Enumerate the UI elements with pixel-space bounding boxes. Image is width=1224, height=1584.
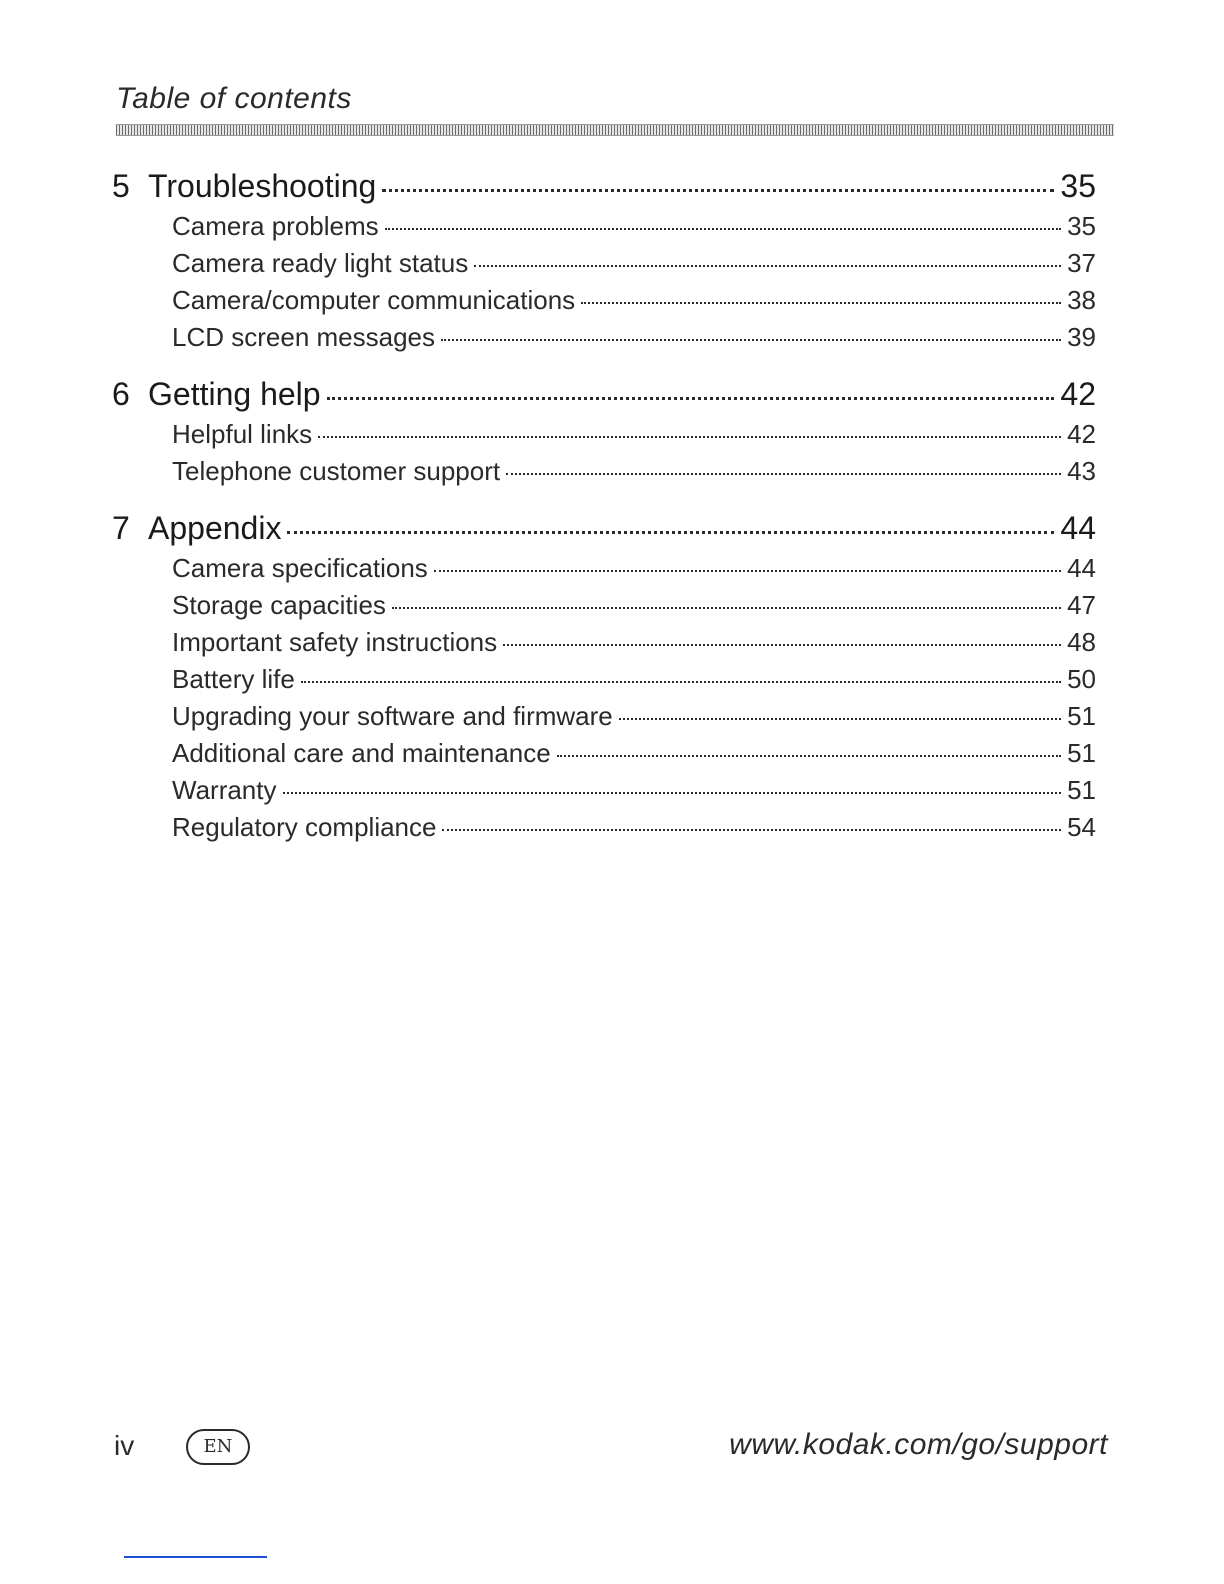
- dot-leader: [619, 718, 1061, 720]
- entry-page-number: 39: [1067, 322, 1096, 352]
- entry-title: Storage capacities: [172, 590, 386, 620]
- dot-leader: [557, 755, 1061, 757]
- entry-page-number: 35: [1067, 211, 1096, 241]
- entry-title: Telephone customer support: [172, 456, 501, 486]
- toc-entry[interactable]: [112, 661, 1096, 698]
- dot-leader: [283, 792, 1062, 794]
- toc-entry[interactable]: [112, 772, 1096, 809]
- table-of-contents: [112, 164, 1096, 862]
- toc-entry[interactable]: [112, 453, 1096, 490]
- dot-leader: [434, 570, 1061, 572]
- toc-entry[interactable]: [112, 587, 1096, 624]
- entry-page-number: 51: [1067, 701, 1096, 731]
- toc-chapter-row[interactable]: [112, 506, 1096, 550]
- page-title: Table of contents: [116, 82, 352, 115]
- entry-title: Upgrading your software and firmware: [172, 701, 613, 731]
- chapter-number: 6: [112, 376, 130, 412]
- entry-page-number: 43: [1067, 456, 1096, 486]
- dot-leader: [581, 302, 1061, 304]
- toc-chapter-row[interactable]: [112, 164, 1096, 208]
- dot-leader: [385, 228, 1061, 230]
- bottom-divider: [124, 1556, 267, 1558]
- dot-leader: [442, 829, 1061, 831]
- entry-title: Important safety instructions: [172, 627, 498, 657]
- entry-page-number: 47: [1067, 590, 1096, 620]
- chapter-title: Troubleshooting: [148, 168, 377, 204]
- toc-entry[interactable]: [112, 208, 1096, 245]
- toc-entry[interactable]: [112, 809, 1096, 846]
- chapter-number: 5: [112, 168, 130, 204]
- toc-entry[interactable]: [112, 416, 1096, 453]
- entry-page-number: 42: [1067, 419, 1096, 449]
- entry-page-number: 44: [1067, 553, 1096, 583]
- chapter-title: Appendix: [148, 510, 282, 546]
- toc-entry[interactable]: [112, 245, 1096, 282]
- toc-entry[interactable]: [112, 319, 1096, 356]
- chapter-number: 7: [112, 510, 130, 546]
- header-rule: [116, 124, 1114, 136]
- toc-entry[interactable]: [112, 550, 1096, 587]
- toc-entry[interactable]: [112, 624, 1096, 661]
- entry-page-number: 38: [1067, 285, 1096, 315]
- language-badge: EN: [186, 1429, 250, 1465]
- dot-leader: [301, 681, 1061, 683]
- chapter-page-number: 42: [1060, 376, 1096, 412]
- entry-page-number: 54: [1067, 812, 1096, 842]
- toc-chapter: [112, 164, 1096, 356]
- toc-chapter: [112, 372, 1096, 490]
- dot-leader: [382, 189, 1054, 192]
- entry-title: LCD screen messages: [172, 322, 435, 352]
- dot-leader: [506, 473, 1061, 475]
- entry-page-number: 37: [1067, 248, 1096, 278]
- entry-title: Camera ready light status: [172, 248, 469, 278]
- toc-entry[interactable]: [112, 735, 1096, 772]
- dot-leader: [474, 265, 1061, 267]
- toc-entry[interactable]: [112, 282, 1096, 319]
- chapter-page-number: 44: [1060, 510, 1096, 546]
- entry-title: Helpful links: [172, 419, 313, 449]
- dot-leader: [287, 531, 1054, 534]
- toc-chapter: [112, 506, 1096, 846]
- dot-leader: [392, 607, 1061, 609]
- chapter-page-number: 35: [1060, 168, 1096, 204]
- entry-page-number: 50: [1067, 664, 1096, 694]
- dot-leader: [441, 339, 1061, 341]
- entry-page-number: 48: [1067, 627, 1096, 657]
- toc-chapter-row[interactable]: [112, 372, 1096, 416]
- dot-leader: [503, 644, 1061, 646]
- entry-page-number: 51: [1067, 775, 1096, 805]
- footer-page-number: iv: [114, 1430, 135, 1461]
- entry-title: Warranty: [172, 775, 277, 805]
- entry-title: Camera problems: [172, 211, 379, 241]
- entry-title: Camera/computer communications: [172, 285, 576, 315]
- entry-title: Regulatory compliance: [172, 812, 437, 842]
- support-url-link[interactable]: www.kodak.com/go/support: [729, 1428, 1108, 1461]
- toc-entry[interactable]: [112, 698, 1096, 735]
- dot-leader: [318, 436, 1061, 438]
- entry-title: Camera specifications: [172, 553, 428, 583]
- dot-leader: [327, 397, 1055, 400]
- entry-page-number: 51: [1067, 738, 1096, 768]
- chapter-title: Getting help: [148, 376, 321, 412]
- entry-title: Battery life: [172, 664, 295, 694]
- entry-title: Additional care and maintenance: [172, 738, 551, 768]
